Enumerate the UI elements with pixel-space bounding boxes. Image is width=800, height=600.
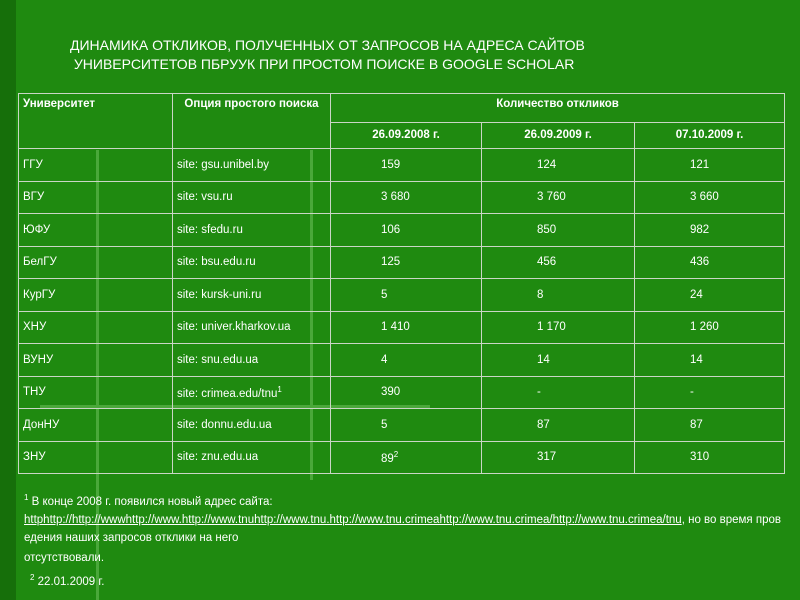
cell-count-2009-09	[482, 246, 635, 279]
cell-search-option-value: site: crimea.edu/tnu	[177, 387, 278, 400]
cell-count-2009-09	[482, 149, 635, 182]
cell-university-value: БелГУ	[23, 256, 57, 269]
cell-university	[19, 344, 173, 377]
cell-count-2008	[331, 181, 482, 214]
cell-university	[19, 441, 173, 474]
cell-count-2009-10	[635, 441, 785, 474]
cell-count-2008-value: 159	[381, 158, 401, 171]
footnote-2	[24, 569, 784, 591]
cell-search-option	[173, 441, 331, 474]
table-row	[19, 344, 785, 377]
cell-count-2009-10-value: 1 260	[690, 321, 719, 334]
cell-university	[19, 376, 173, 409]
cell-search-option	[173, 181, 331, 214]
cell-count-2008-value: 89	[381, 452, 394, 465]
cell-count-2009-09-value: 8	[537, 288, 544, 301]
cell-count-2008	[331, 311, 482, 344]
cell-search-option-value: site: vsu.ru	[177, 191, 233, 204]
cell-search-option-value: site: znu.edu.ua	[177, 451, 259, 464]
cell-count-2008	[331, 149, 482, 182]
table-row	[19, 279, 785, 312]
cell-count-2009-09	[482, 311, 635, 344]
cell-search-option-value: site: sfedu.ru	[177, 223, 243, 236]
cell-university-value: ДонНУ	[23, 418, 60, 431]
cell-count-2009-09-value: 124	[537, 158, 557, 171]
cell-count-2009-09-value: 317	[537, 451, 557, 464]
cell-search-option-value: site: univer.kharkov.ua	[177, 321, 291, 334]
cell-count-2009-09-value: 14	[537, 353, 550, 366]
cell-search-option-value: site: bsu.edu.ru	[177, 256, 256, 269]
cell-university-value: ЮФУ	[23, 223, 51, 236]
cell-count-2009-10	[635, 214, 785, 247]
cell-count-2009-09-value: 87	[537, 418, 550, 431]
cell-count-2009-10-value: 436	[690, 256, 710, 269]
cell-count-2009-10	[635, 311, 785, 344]
cell-count-2009-10	[635, 246, 785, 279]
cell-count-2009-09	[482, 279, 635, 312]
header-date-1: 26.09.2008 г.	[331, 122, 482, 148]
cell-count-2009-09	[482, 181, 635, 214]
cell-search-option	[173, 376, 331, 409]
footnote-2-text: 22.01.2009 г.	[34, 575, 105, 588]
cell-count-2008	[331, 441, 482, 474]
footnote-1-mark: 1	[24, 493, 29, 502]
cell-university	[19, 181, 173, 214]
table-row	[19, 149, 785, 182]
cell-count-2008-value: 5	[381, 288, 388, 301]
cell-search-option	[173, 409, 331, 442]
table-body	[19, 149, 785, 474]
cell-count-2008-value: 390	[381, 386, 401, 399]
header-university: Университет	[19, 94, 173, 149]
cell-count-2009-10	[635, 149, 785, 182]
cell-count-2008-value: 5	[381, 418, 388, 431]
cell-count-2009-10-value: 87	[690, 418, 703, 431]
cell-search-option-value: site: snu.edu.ua	[177, 353, 259, 366]
page-title	[70, 36, 770, 74]
cell-university	[19, 311, 173, 344]
cell-count-2008-value: 4	[381, 353, 388, 366]
header-date-3: 07.10.2009 г.	[635, 122, 785, 148]
footnote-1-rest-2: отсутствовали.	[24, 551, 105, 564]
cell-count-2009-10-value: 982	[690, 223, 710, 236]
cell-count-2008	[331, 214, 482, 247]
cell-count-2009-09	[482, 409, 635, 442]
cell-search-option-value: site: gsu.unibel.by	[177, 158, 270, 171]
cell-university-value: ХНУ	[23, 321, 47, 334]
footnote-1	[24, 489, 784, 511]
table-row	[19, 376, 785, 409]
header-search-option: Опция простого поиска	[173, 94, 331, 149]
table-row	[19, 214, 785, 247]
title-line-2: УНИВЕРСИТЕТОВ ПБРУУК ПРИ ПРОСТОМ ПОИСКЕ В GOOGLE SCHOLAR	[70, 56, 575, 72]
cell-count-2009-10-value: 24	[690, 288, 703, 301]
cell-university-value: ЗНУ	[23, 451, 46, 464]
cell-search-option	[173, 149, 331, 182]
cell-count-2009-09-value: -	[537, 386, 541, 399]
title-line-1: ДИНАМИКА ОТКЛИКОВ, ПОЛУЧЕННЫХ ОТ ЗАПРОСОВ НА АДРЕСА САЙТОВ	[70, 37, 585, 53]
cell-count-2009-09-value: 1 170	[537, 321, 566, 334]
footnote-1-text: В конце 2008 г. появился новый адрес сайта:	[28, 495, 273, 508]
cell-count-2009-09	[482, 344, 635, 377]
cell-count-2008	[331, 279, 482, 312]
cell-search-option	[173, 344, 331, 377]
cell-university-value: ВГУ	[23, 191, 45, 204]
footnotes	[24, 489, 784, 591]
cell-count-2009-09-value: 456	[537, 256, 557, 269]
cell-count-2008	[331, 246, 482, 279]
cell-count-2009-10-value: -	[690, 386, 694, 399]
cell-search-option-value: site: donnu.edu.ua	[177, 418, 272, 431]
cell-count-2009-10	[635, 409, 785, 442]
cell-count-2008-value: 1 410	[381, 321, 410, 334]
cell-count-2009-10-value: 121	[690, 158, 710, 171]
cell-search-option	[173, 214, 331, 247]
cell-university-value: ТНУ	[23, 386, 46, 399]
table-row	[19, 441, 785, 474]
cell-count-2009-09-value: 3 760	[537, 191, 566, 204]
cell-count-2008	[331, 344, 482, 377]
footnote-1-link[interactable]: httphttp://http://wwwhttp://www.http://www.tnuhttp://www.tnu.http://www.tnu.crimeahttp://www.tnu.crimea/http://www.tnu.crimea/tnu	[24, 513, 682, 526]
header-response-count: Количество откликов	[331, 94, 785, 123]
cell-university	[19, 279, 173, 312]
cell-university	[19, 246, 173, 279]
cell-search-option	[173, 246, 331, 279]
cell-count-2008-footnote-mark: 2	[393, 449, 399, 459]
cell-university	[19, 214, 173, 247]
cell-count-2009-09	[482, 376, 635, 409]
cell-count-2008-value: 106	[381, 223, 401, 236]
table-row	[19, 246, 785, 279]
footnote-2-mark: 2	[30, 572, 35, 582]
cell-search-option	[173, 279, 331, 312]
cell-university-value: ГГУ	[23, 158, 43, 171]
table-row	[19, 311, 785, 344]
cell-count-2008-value: 3 680	[381, 191, 410, 204]
cell-count-2009-10	[635, 344, 785, 377]
cell-search-option-value: site: kursk-uni.ru	[177, 288, 262, 301]
cell-university-value: ВУНУ	[23, 353, 54, 366]
cell-count-2009-09	[482, 214, 635, 247]
header-date-2: 26.09.2009 г.	[482, 122, 635, 148]
background-stripe	[0, 0, 16, 600]
cell-count-2009-10-value: 3 660	[690, 191, 719, 204]
cell-university-value: КурГУ	[23, 288, 56, 301]
cell-search-option-footnote-mark: 1	[277, 384, 282, 394]
cell-university	[19, 149, 173, 182]
cell-count-2008	[331, 376, 482, 409]
cell-count-2008	[331, 409, 482, 442]
cell-count-2009-10	[635, 279, 785, 312]
cell-count-2009-10	[635, 181, 785, 214]
footnote-1-body	[24, 511, 784, 547]
cell-count-2009-10-value: 310	[690, 451, 710, 464]
cell-count-2009-10	[635, 376, 785, 409]
cell-search-option	[173, 311, 331, 344]
cell-university	[19, 409, 173, 442]
cell-count-2009-10-value: 14	[690, 353, 703, 366]
cell-count-2009-09	[482, 441, 635, 474]
footnote-1-rest: , но во время проведения наших запросов отклики на него	[24, 513, 781, 544]
responses-table	[18, 93, 785, 474]
cell-count-2009-09-value: 850	[537, 223, 557, 236]
table-row	[19, 181, 785, 214]
cell-count-2008-value: 125	[381, 256, 401, 269]
table-row	[19, 409, 785, 442]
